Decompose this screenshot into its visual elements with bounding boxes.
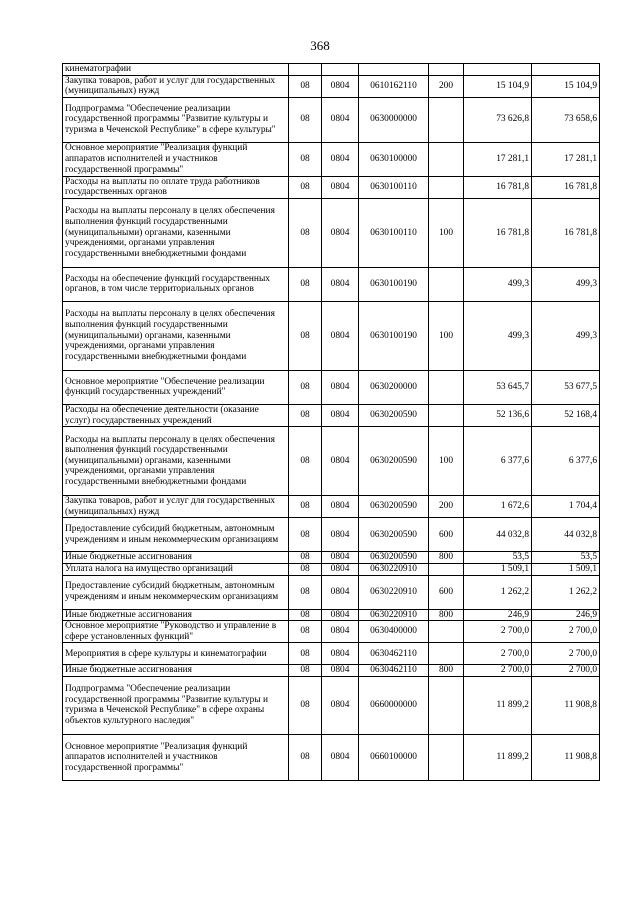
cell-amount-1: 73 626,8 [464, 97, 532, 142]
cell-amount-2: 16 781,8 [532, 176, 600, 198]
cell-expense-type: 200 [429, 496, 464, 518]
cell-subsection: 0804 [322, 518, 359, 552]
cell-expense-type: 200 [429, 75, 464, 97]
table-row [63, 142, 600, 176]
cell-amount-2: 1 509,1 [532, 563, 600, 575]
cell-amount-2: 53,5 [532, 552, 600, 564]
cell-target-article: 0630100190 [359, 267, 429, 301]
cell-subsection: 0804 [322, 665, 359, 677]
cell-amount-2: 2 700,0 [532, 643, 600, 665]
cell-name: Предоставление субсидий бюджетным, автономным учреждениям и иным некоммерческим организациям [63, 518, 289, 552]
cell-target-article: 0630400000 [359, 621, 429, 643]
cell-section [289, 64, 322, 76]
cell-target-article [359, 64, 429, 76]
cell-amount-1: 15 104,9 [464, 75, 532, 97]
cell-subsection: 0804 [322, 142, 359, 176]
cell-amount-1: 44 032,8 [464, 518, 532, 552]
cell-subsection: 0804 [322, 563, 359, 575]
cell-expense-type: 800 [429, 552, 464, 564]
cell-section: 08 [289, 75, 322, 97]
cell-amount-1 [464, 64, 532, 76]
cell-expense-type [429, 404, 464, 426]
cell-amount-1: 53,5 [464, 552, 532, 564]
cell-section: 08 [289, 575, 322, 609]
cell-target-article: 0630200590 [359, 404, 429, 426]
table-row [63, 75, 600, 97]
cell-expense-type [429, 370, 464, 404]
table-row [63, 404, 600, 426]
cell-subsection: 0804 [322, 75, 359, 97]
cell-subsection: 0804 [322, 609, 359, 621]
cell-section: 08 [289, 427, 322, 496]
cell-amount-1: 11 899,2 [464, 734, 532, 780]
table-row [63, 267, 600, 301]
cell-amount-2: 1 704,4 [532, 496, 600, 518]
cell-amount-1: 246,9 [464, 609, 532, 621]
cell-section: 08 [289, 496, 322, 518]
cell-name: Расходы на выплаты персоналу в целях обеспечения выполнения функций государственными (муниципальными) органами, казенными учреждениями, органами управления государственными внебюджетными фондами [63, 427, 289, 496]
cell-target-article: 0630220910 [359, 563, 429, 575]
cell-target-article: 0660000000 [359, 676, 429, 734]
cell-amount-1: 11 899,2 [464, 676, 532, 734]
cell-name: Иные бюджетные ассигнования [63, 609, 289, 621]
cell-subsection: 0804 [322, 676, 359, 734]
cell-amount-2: 17 281,1 [532, 142, 600, 176]
cell-amount-2: 499,3 [532, 267, 600, 301]
cell-amount-2: 44 032,8 [532, 518, 600, 552]
cell-subsection: 0804 [322, 643, 359, 665]
table-row [63, 176, 600, 198]
cell-amount-1: 1 509,1 [464, 563, 532, 575]
cell-subsection: 0804 [322, 621, 359, 643]
table-body [63, 64, 600, 781]
cell-target-article: 0630462110 [359, 643, 429, 665]
cell-amount-2: 73 658,6 [532, 97, 600, 142]
table-row [63, 676, 600, 734]
cell-name: Иные бюджетные ассигнования [63, 665, 289, 677]
cell-amount-2: 246,9 [532, 609, 600, 621]
cell-subsection: 0804 [322, 427, 359, 496]
cell-subsection: 0804 [322, 301, 359, 370]
cell-section: 08 [289, 518, 322, 552]
cell-target-article: 0610162110 [359, 75, 429, 97]
cell-expense-type: 800 [429, 609, 464, 621]
cell-amount-1: 2 700,0 [464, 665, 532, 677]
cell-section: 08 [289, 563, 322, 575]
cell-target-article: 0630200590 [359, 518, 429, 552]
cell-amount-1: 2 700,0 [464, 621, 532, 643]
cell-section: 08 [289, 609, 322, 621]
cell-amount-1: 499,3 [464, 301, 532, 370]
cell-name: Основное мероприятие "Руководство и управление в сфере установленных функций" [63, 621, 289, 643]
page-number: 368 [310, 38, 330, 53]
cell-amount-2: 15 104,9 [532, 75, 600, 97]
table-row [63, 563, 600, 575]
cell-amount-2: 6 377,6 [532, 427, 600, 496]
cell-name: Иные бюджетные ассигнования [63, 552, 289, 564]
cell-section: 08 [289, 552, 322, 564]
cell-amount-2: 11 908,8 [532, 676, 600, 734]
cell-amount-2 [532, 64, 600, 76]
table-row [63, 621, 600, 643]
table-row [63, 301, 600, 370]
cell-amount-1: 1 672,6 [464, 496, 532, 518]
cell-amount-1: 52 136,6 [464, 404, 532, 426]
cell-expense-type [429, 97, 464, 142]
cell-section: 08 [289, 176, 322, 198]
cell-name: Подпрограмма "Обеспечение реализации государственной программы "Развитие культуры и туризма в Чеченской Республике" в сфере охраны объектов культурного наследия" [63, 676, 289, 734]
cell-target-article: 0630000000 [359, 97, 429, 142]
cell-section: 08 [289, 301, 322, 370]
table-row [63, 734, 600, 780]
cell-section: 08 [289, 621, 322, 643]
cell-target-article: 0630200590 [359, 427, 429, 496]
table-row [63, 496, 600, 518]
cell-section: 08 [289, 404, 322, 426]
cell-amount-1: 16 781,8 [464, 198, 532, 267]
cell-subsection: 0804 [322, 267, 359, 301]
cell-name: Закупка товаров, работ и услуг для государственных (муниципальных) нужд [63, 75, 289, 97]
cell-section: 08 [289, 643, 322, 665]
table-row [63, 609, 600, 621]
cell-name: Расходы на выплаты персоналу в целях обеспечения выполнения функций государственными (муниципальными) органами, казенными учреждениями, органами управления государственными внебюджетными фондами [63, 198, 289, 267]
cell-expense-type [429, 64, 464, 76]
cell-expense-type [429, 676, 464, 734]
cell-subsection: 0804 [322, 575, 359, 609]
cell-name: Уплата налога на имущество организаций [63, 563, 289, 575]
cell-expense-type [429, 734, 464, 780]
table-row [63, 643, 600, 665]
cell-amount-1: 53 645,7 [464, 370, 532, 404]
cell-section: 08 [289, 142, 322, 176]
cell-amount-1: 499,3 [464, 267, 532, 301]
cell-target-article: 0630100110 [359, 176, 429, 198]
table-row [63, 575, 600, 609]
cell-amount-2: 52 168,4 [532, 404, 600, 426]
cell-expense-type: 100 [429, 427, 464, 496]
cell-subsection: 0804 [322, 198, 359, 267]
cell-amount-2: 53 677,5 [532, 370, 600, 404]
cell-subsection: 0804 [322, 734, 359, 780]
cell-amount-1: 2 700,0 [464, 643, 532, 665]
table-row [63, 370, 600, 404]
cell-amount-2: 1 262,2 [532, 575, 600, 609]
cell-target-article: 0630200000 [359, 370, 429, 404]
cell-section: 08 [289, 198, 322, 267]
cell-name: Подпрограмма "Обеспечение реализации государственной программы "Развитие культуры и туризма в Чеченской Республике" в сфере культуры" [63, 97, 289, 142]
table-row [63, 552, 600, 564]
cell-amount-2: 16 781,8 [532, 198, 600, 267]
cell-name: Закупка товаров, работ и услуг для государственных (муниципальных) нужд [63, 496, 289, 518]
cell-expense-type [429, 643, 464, 665]
cell-subsection [322, 64, 359, 76]
cell-amount-2: 2 700,0 [532, 665, 600, 677]
cell-name: Расходы на обеспечение функций государственных органов, в том числе территориальных органов [63, 267, 289, 301]
cell-name: Расходы на выплаты по оплате труда работников государственных органов [63, 176, 289, 198]
cell-name: Основное мероприятие "Реализация функций аппаратов исполнителей и участников государственной программы" [63, 142, 289, 176]
cell-expense-type [429, 267, 464, 301]
cell-expense-type [429, 142, 464, 176]
cell-amount-1: 1 262,2 [464, 575, 532, 609]
table-row [63, 198, 600, 267]
cell-target-article: 0660100000 [359, 734, 429, 780]
cell-target-article: 0630220910 [359, 609, 429, 621]
cell-subsection: 0804 [322, 404, 359, 426]
cell-name: Расходы на обеспечение деятельности (оказание услуг) государственных учреждений [63, 404, 289, 426]
cell-name: Основное мероприятие "Реализация функций аппаратов исполнителей и участников государственной программы" [63, 734, 289, 780]
cell-name: Предоставление субсидий бюджетным, автономным учреждениям и иным некоммерческим организациям [63, 575, 289, 609]
cell-expense-type: 600 [429, 518, 464, 552]
cell-section: 08 [289, 734, 322, 780]
cell-target-article: 0630200590 [359, 496, 429, 518]
cell-subsection: 0804 [322, 552, 359, 564]
cell-amount-1: 16 781,8 [464, 176, 532, 198]
budget-table [62, 63, 600, 781]
cell-target-article: 0630220910 [359, 575, 429, 609]
table-row [63, 518, 600, 552]
cell-target-article: 0630100190 [359, 301, 429, 370]
cell-subsection: 0804 [322, 496, 359, 518]
cell-target-article: 0630100110 [359, 198, 429, 267]
cell-expense-type [429, 621, 464, 643]
cell-name: кинематографии [63, 64, 289, 76]
cell-section: 08 [289, 665, 322, 677]
table-row [63, 97, 600, 142]
cell-expense-type: 100 [429, 301, 464, 370]
cell-target-article: 0630100000 [359, 142, 429, 176]
cell-expense-type: 100 [429, 198, 464, 267]
cell-target-article: 0630462110 [359, 665, 429, 677]
table-row [63, 64, 600, 76]
cell-amount-2: 2 700,0 [532, 621, 600, 643]
cell-section: 08 [289, 97, 322, 142]
cell-subsection: 0804 [322, 176, 359, 198]
cell-expense-type [429, 176, 464, 198]
cell-subsection: 0804 [322, 97, 359, 142]
cell-amount-2: 11 908,8 [532, 734, 600, 780]
table-row [63, 427, 600, 496]
cell-amount-1: 17 281,1 [464, 142, 532, 176]
cell-section: 08 [289, 370, 322, 404]
cell-target-article: 0630200590 [359, 552, 429, 564]
cell-name: Расходы на выплаты персоналу в целях обеспечения выполнения функций государственными (муниципальными) органами, казенными учреждениями, органами управления государственными внебюджетными фондами [63, 301, 289, 370]
cell-expense-type: 800 [429, 665, 464, 677]
cell-section: 08 [289, 676, 322, 734]
table-row [63, 665, 600, 677]
cell-expense-type: 600 [429, 575, 464, 609]
cell-amount-1: 6 377,6 [464, 427, 532, 496]
cell-amount-2: 499,3 [532, 301, 600, 370]
cell-section: 08 [289, 267, 322, 301]
cell-subsection: 0804 [322, 370, 359, 404]
cell-name: Мероприятия в сфере культуры и кинематографии [63, 643, 289, 665]
cell-name: Основное мероприятие "Обеспечение реализации функций государственных учреждений" [63, 370, 289, 404]
cell-expense-type [429, 563, 464, 575]
